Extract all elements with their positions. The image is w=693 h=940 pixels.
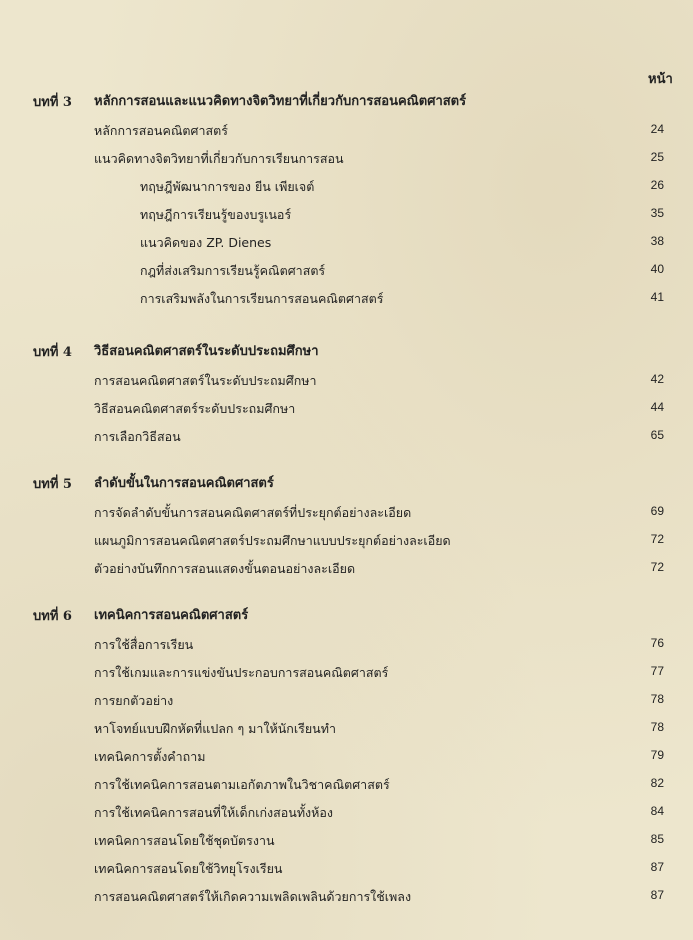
entry-title: ตัวอย่างบันทึกการสอนแสดงขั้นตอนอย่างละเอียด xyxy=(94,561,356,576)
entry-page-number: 84 xyxy=(650,804,664,818)
entry-title: แผนภูมิการสอนคณิตศาสตร์ประถมศึกษาแบบประยุกต์อย่างละเอียด xyxy=(94,533,451,548)
entry-page-number: 72 xyxy=(650,532,664,546)
toc-entry[interactable] xyxy=(0,714,693,742)
entry-page-number: 72 xyxy=(650,560,664,574)
entry-title: การจัดลำดับขั้นการสอนคณิตศาสตร์ที่ประยุกต์อย่างละเอียด xyxy=(94,505,412,520)
entry-title: แนวคิดของ ZP. Dienes xyxy=(140,235,272,250)
entry-page-number: 35 xyxy=(650,206,664,220)
chapter-6 xyxy=(0,602,693,910)
entry-title: การยกตัวอย่าง xyxy=(94,693,174,708)
entry-page-number: 41 xyxy=(650,290,664,304)
entry-title: เทคนิคการสอนโดยใช้ชุดบัตรงาน xyxy=(94,833,275,848)
entry-title: แนวคิดทางจิตวิทยาที่เกี่ยวกับการเรียนการสอน xyxy=(94,151,344,166)
page-column-header: หน้า xyxy=(648,72,673,87)
toc-entry[interactable] xyxy=(0,798,693,826)
toc-entry[interactable] xyxy=(0,686,693,714)
entry-page-number: 76 xyxy=(650,636,664,650)
chapter-4 xyxy=(0,338,693,450)
entry-page-number: 42 xyxy=(650,372,664,386)
toc-entry[interactable] xyxy=(0,144,693,172)
entry-page-number: 40 xyxy=(650,262,664,276)
chapter-title: วิธีสอนคณิตศาสตร์ในระดับประถมศึกษา xyxy=(94,344,319,359)
toc-entry[interactable] xyxy=(0,826,693,854)
toc-entry[interactable] xyxy=(0,554,693,582)
toc-entry[interactable] xyxy=(0,854,693,882)
toc-entry[interactable] xyxy=(0,630,693,658)
entry-title: การเลือกวิธีสอน xyxy=(94,429,181,444)
chapter-heading xyxy=(0,338,693,366)
entry-page-number: 78 xyxy=(650,720,664,734)
entry-title: ทฤษฎีการเรียนรู้ของบรูเนอร์ xyxy=(140,207,292,222)
entry-page-number: 87 xyxy=(650,888,664,902)
entry-title: การใช้สื่อการเรียน xyxy=(94,637,194,652)
toc-subentry[interactable] xyxy=(0,256,693,284)
toc-entry[interactable] xyxy=(0,366,693,394)
chapter-label: บทที่ 3 xyxy=(33,95,72,110)
chapter-title: เทคนิคการสอนคณิตศาสตร์ xyxy=(94,608,249,623)
toc-entry[interactable] xyxy=(0,498,693,526)
chapter-title: หลักการสอนและแนวคิดทางจิตวิทยาที่เกี่ยวกับการสอนคณิตศาสตร์ xyxy=(94,94,467,109)
toc-entry[interactable] xyxy=(0,770,693,798)
entry-page-number: 82 xyxy=(650,776,664,790)
toc-entry[interactable] xyxy=(0,658,693,686)
entry-page-number: 25 xyxy=(650,150,664,164)
chapter-5 xyxy=(0,470,693,582)
toc-entry[interactable] xyxy=(0,526,693,554)
entry-page-number: 26 xyxy=(650,178,664,192)
toc-subentry[interactable] xyxy=(0,172,693,200)
entry-title: การสอนคณิตศาสตร์ให้เกิดความเพลิดเพลินด้วยการใช้เพลง xyxy=(94,889,412,904)
entry-title: การใช้เกมและการแข่งขันประกอบการสอนคณิตศาสตร์ xyxy=(94,665,389,680)
entry-title: การสอนคณิตศาสตร์ในระดับประถมศึกษา xyxy=(94,373,317,388)
chapter-title: ลำดับขั้นในการสอนคณิตศาสตร์ xyxy=(94,476,274,491)
toc-subentry[interactable] xyxy=(0,200,693,228)
entry-title: วิธีสอนคณิตศาสตร์ระดับประถมศึกษา xyxy=(94,401,296,416)
chapter-heading xyxy=(0,470,693,498)
entry-page-number: 78 xyxy=(650,692,664,706)
entry-page-number: 77 xyxy=(650,664,664,678)
entry-title: การเสริมพลังในการเรียนการสอนคณิตศาสตร์ xyxy=(140,291,384,306)
entry-title: การใช้เทคนิคการสอนที่ให้เด็กเก่งสอนทั้งห้อง xyxy=(94,805,334,820)
toc-entry[interactable] xyxy=(0,116,693,144)
toc-entry[interactable] xyxy=(0,394,693,422)
entry-title: หลักการสอนคณิตศาสตร์ xyxy=(94,123,228,138)
chapter-label: บทที่ 4 xyxy=(33,345,72,360)
entry-page-number: 38 xyxy=(650,234,664,248)
entry-title: เทคนิคการตั้งคำถาม xyxy=(94,749,206,764)
toc-entry[interactable] xyxy=(0,742,693,770)
chapter-heading xyxy=(0,602,693,630)
chapter-3 xyxy=(0,88,693,312)
entry-title: หาโจทย์แบบฝึกหัดที่แปลก ๆ มาให้นักเรียนทำ xyxy=(94,721,336,736)
entry-page-number: 44 xyxy=(650,400,664,414)
entry-page-number: 79 xyxy=(650,748,664,762)
entry-title: กฎที่ส่งเสริมการเรียนรู้คณิตศาสตร์ xyxy=(140,263,326,278)
entry-page-number: 65 xyxy=(650,428,664,442)
toc-subentry[interactable] xyxy=(0,228,693,256)
toc-subentry[interactable] xyxy=(0,284,693,312)
toc-entry[interactable] xyxy=(0,882,693,910)
entry-title: ทฤษฎีพัฒนาการของ ยีน เพียเจต์ xyxy=(140,179,315,194)
entry-title: เทคนิคการสอนโดยใช้วิทยุโรงเรียน xyxy=(94,861,283,876)
entry-page-number: 69 xyxy=(650,504,664,518)
toc-entry[interactable] xyxy=(0,422,693,450)
entry-page-number: 24 xyxy=(650,122,664,136)
entry-page-number: 87 xyxy=(650,860,664,874)
entry-page-number: 85 xyxy=(650,832,664,846)
chapter-label: บทที่ 5 xyxy=(33,477,72,492)
chapter-heading xyxy=(0,88,693,116)
entry-title: การใช้เทคนิคการสอนตามเอกัตภาพในวิชาคณิตศาสตร์ xyxy=(94,777,390,792)
chapter-label: บทที่ 6 xyxy=(33,609,72,624)
